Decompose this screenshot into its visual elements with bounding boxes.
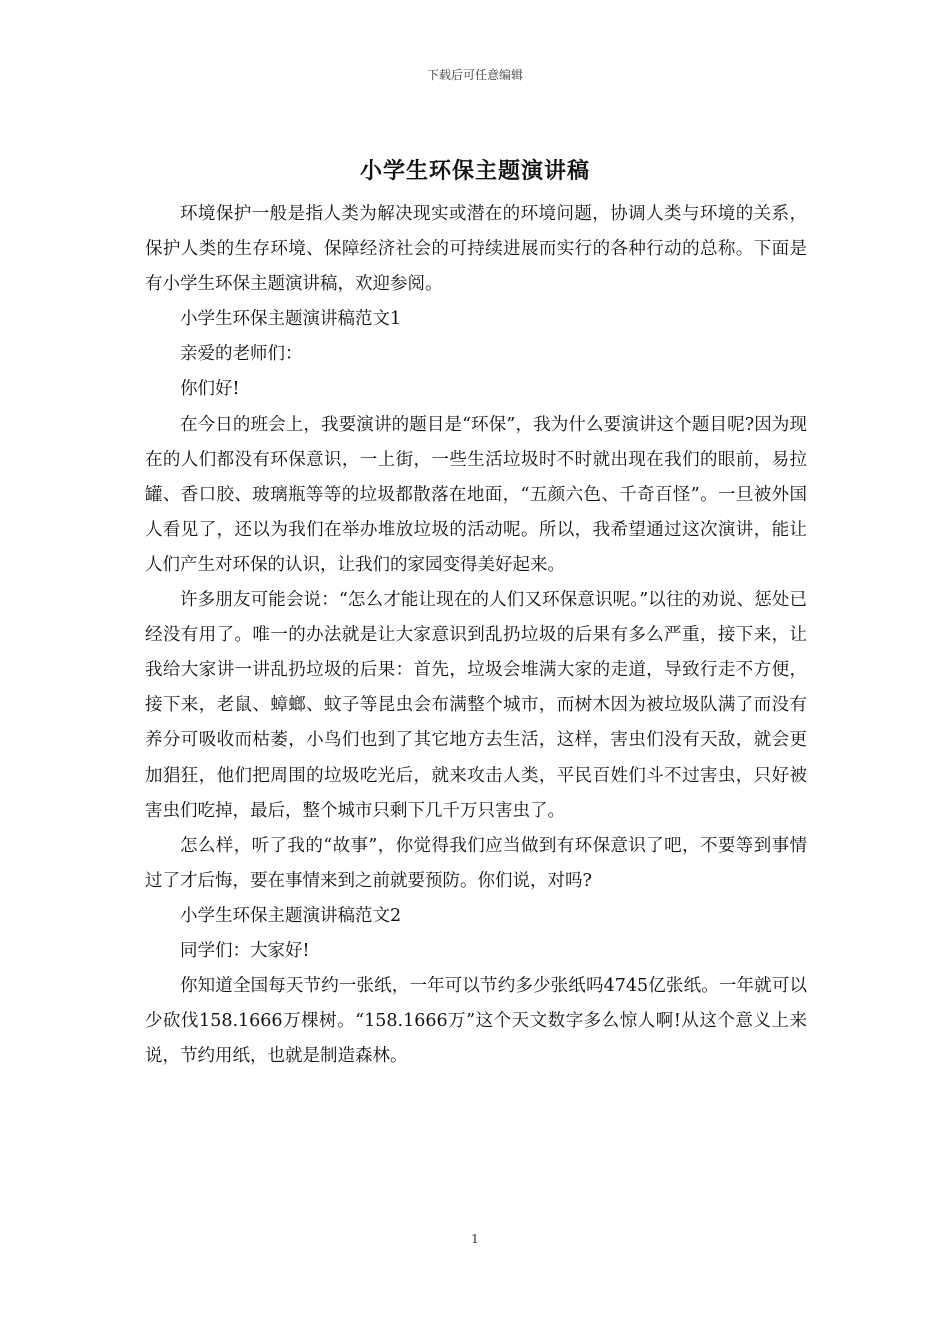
document-body [145,197,807,1074]
section-heading-1: 小学生环保主题演讲稿范文1 [180,309,402,330]
salutation-teachers: 亲爱的老师们： [180,344,303,365]
greeting-hello: 你们好! [180,379,240,400]
paragraph-intro: 环境保护一般是指人类为解决现实或潜在的环境问题，协调人类与环境的关系，保护人类的生存环境、保障经济社会的可持续进展而实行的各种行动的总称。下面是有小学生环保主题演讲稿，欢迎参阅。 [145,204,807,295]
paragraph-conclusion: 怎么样，听了我的“故事”，你觉得我们应当做到有环保意识了吧，不要等到事情过了才后悔，要在事情来到之前就要预防。你们说，对吗? [145,835,807,891]
paragraph-consequences: 许多朋友可能会说：“怎么才能让现在的人们又环保意识呢。”以往的劝说、惩处已经没有用了。唯一的办法就是让大家意识到乱扔垃圾的后果有多么严重，接下来，让我给大家讲一讲乱扔垃圾的后果：首先，垃圾会堆满大家的走道，导致行走不方便，接下来，老鼠、蟑螂、蚊子等昆虫会布满整个城市，而树木因为被垃圾队满了而没有养分可吸收而枯萎，小鸟们也到了其它地方去生活，这样，害虫们没有天敌，就会更加猖狂，他们把周围的垃圾吃光后，就来攻击人类，平民百姓们斗不过害虫，只好被害虫们吃掉，最后，整个城市只剩下几千万只害虫了。 [145,590,807,821]
salutation-students: 同学们：大家好! [180,940,310,961]
page-header-note: 下载后可任意编辑 [426,68,523,82]
paragraph-paper-saving: 你知道全国每天节约一张纸，一年可以节约多少张纸吗4745亿张纸。一年就可以少砍伐158.1666万棵树。“158.1666万”这个天文数字多么惊人啊!从这个意义上来说，节约用纸，也就是制造森林。 [145,976,807,1067]
section-heading-2: 小学生环保主题演讲稿范文2 [180,905,402,926]
page-number: 1 [471,1232,479,1246]
document-title: 小学生环保主题演讲稿 [359,158,590,184]
paragraph-speech-topic: 在今日的班会上，我要演讲的题目是“环保”，我为什么要演讲这个题目呢?因为现在的人们都没有环保意识，一上街，一些生活垃圾时不时就出现在我们的眼前，易拉罐、香口胶、玻璃瓶等等的垃圾都散落在地面，“五颜六色、千奇百怪”。一旦被外国人看见了，还以为我们在举办堆放垃圾的活动呢。所以，我希望通过这次演讲，能让人们产生对环保的认识，让我们的家园变得美好起来。 [145,414,807,575]
